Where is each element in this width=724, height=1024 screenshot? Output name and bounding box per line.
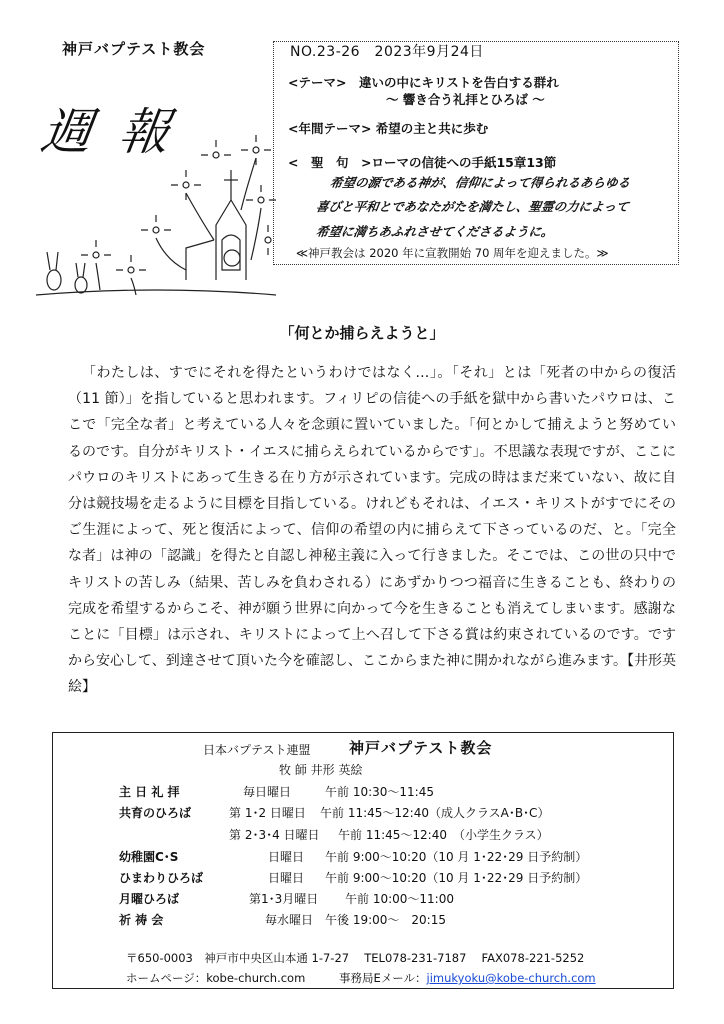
schedule-label: 共育のひろば [119,806,192,820]
schedule-label: ひまわりひろば [119,871,204,885]
scripture-reference: < 聖 句 >ローマの信徒への手紙15章13節 [288,155,557,170]
church-info-box [52,732,674,989]
homepage-text: ホームページ：kobe-church.com [126,971,306,985]
schedule-time: 午後 19:00～ 20:15 [325,913,446,927]
email-label: 事務局Eメール： [339,971,427,985]
schedule-day: 毎水曜日 [265,913,314,927]
annual-theme: <年間テーマ> 希望の主と共に歩む [288,121,489,136]
bulletin-info-box [273,41,679,265]
schedule-time: 午前 11:45～12:40（成人クラスA･B･C） [320,806,550,820]
scripture-verse-line: 希望の源である神が、信仰によって得られるあらゆる [329,175,632,190]
schedule-time: 午前 9:00～10:20（10 月 1･22･29 日予約制） [325,850,588,864]
issue-number-date: NO.23-26 2023年9月24日 [290,44,484,60]
sermon-title: 「何とか捕らえようと」 [279,324,445,342]
schedule-time: 午前 11:45～12:40 （小学生クラス） [338,828,549,842]
schedule-label: 主 日 礼 拝 [119,785,180,799]
schedule-label: 月曜ひろば [119,892,180,906]
schedule-day: 第1･3月曜日 [249,892,319,906]
schedule-time: 午前 10:30～11:45 [325,785,434,799]
schedule-day: 日曜日 [268,871,305,885]
anniversary-note: ≪神戸教会は 2020 年に宣教開始 70 周年を迎えました。≫ [296,246,609,260]
schedule-label: 幼稚園C･S [119,850,179,864]
church-address: 〒650-0003 神戸市中央区山本通 1-7-27 TEL078-231-7187 FAX078-221-5252 [126,951,585,965]
rabbit-icon [47,252,87,293]
scripture-verse-line: 喜びと平和とであなたがたを満たし、聖霊の力によって [315,199,630,214]
schedule-day: 毎日曜日 [243,785,292,799]
email-line [339,970,596,986]
schedule-day: 第 1･2 日曜日 [229,806,306,820]
schedule-label: 祈 祷 会 [119,913,164,927]
schedule-day: 第 2･3･4 日曜日 [229,828,320,842]
pastor-name: 牧 師 井形 英絵 [279,763,363,777]
scripture-verse-line: 希望に満ちあふれさせてくださるように。 [315,224,555,239]
church-flowers-illustration [36,130,276,300]
schedule-time: 午前 9:00～10:20（10 月 1･22･29 日予約制） [325,871,588,885]
schedule-time: 午前 10:00～11:00 [345,892,454,906]
church-name-footer: 神戸バプテスト教会 [349,739,493,757]
theme-line: <テーマ> 違いの中にキリストを告白する群れ [288,75,559,90]
theme-subtitle: ～ 響き合う礼拝とひろば ～ [386,92,545,107]
bulletin-title: 週報 [37,103,202,161]
church-name: 神戸バプテスト教会 [62,40,206,58]
schedule-day: 日曜日 [268,850,305,864]
sermon-body: 「わたしは、すでにそれを得たというわけではなく…」。「それ」とは「死者の中からの復活（11 節）」を指していると思われます。フィリピの信徒への手紙を獄中から書いたパウロは、ここで「完全な者」と考えている人々を念頭に置いていました。「何とかして捕えようと努めているのです。自分がキリスト・イエスに捕らえられているからです」。不思議な表現ですが、ここにパウロのキリストにあって生きる在り方が示されています。完成の時はまだ来ていない、故に自分は競技場を走るように目標を目指している。けれどもそれは、イエス・キリストがすでにそのご生涯によって、死と復活によって、信仰の希望の内に捕らえて下さっているのだ、と。「完全な者」は神の「認識」を得たと自認し神秘主義に入って行きました。そこでは、この世の只中でキリストの苦しみ（結果、苦しみを負わされる）にあずかりつつ福音に生きることも、終わりの完成を希望するからこそ、神が願う世界に向かって今を生きることも消えてしまいます。感謝なことに「目標」は示され、キリストによって上へ召して下さる賞は約束されているのです。ですから安心して、到達させて頂いた今を確認し、ここからまた神に開かれながら進みます。【井形英絵】 [68,365,676,696]
email-link[interactable]: jimukyoku@kobe-church.com [426,971,596,985]
flower-icon [81,135,276,273]
union-name: 日本バプテスト連盟 [203,743,311,757]
